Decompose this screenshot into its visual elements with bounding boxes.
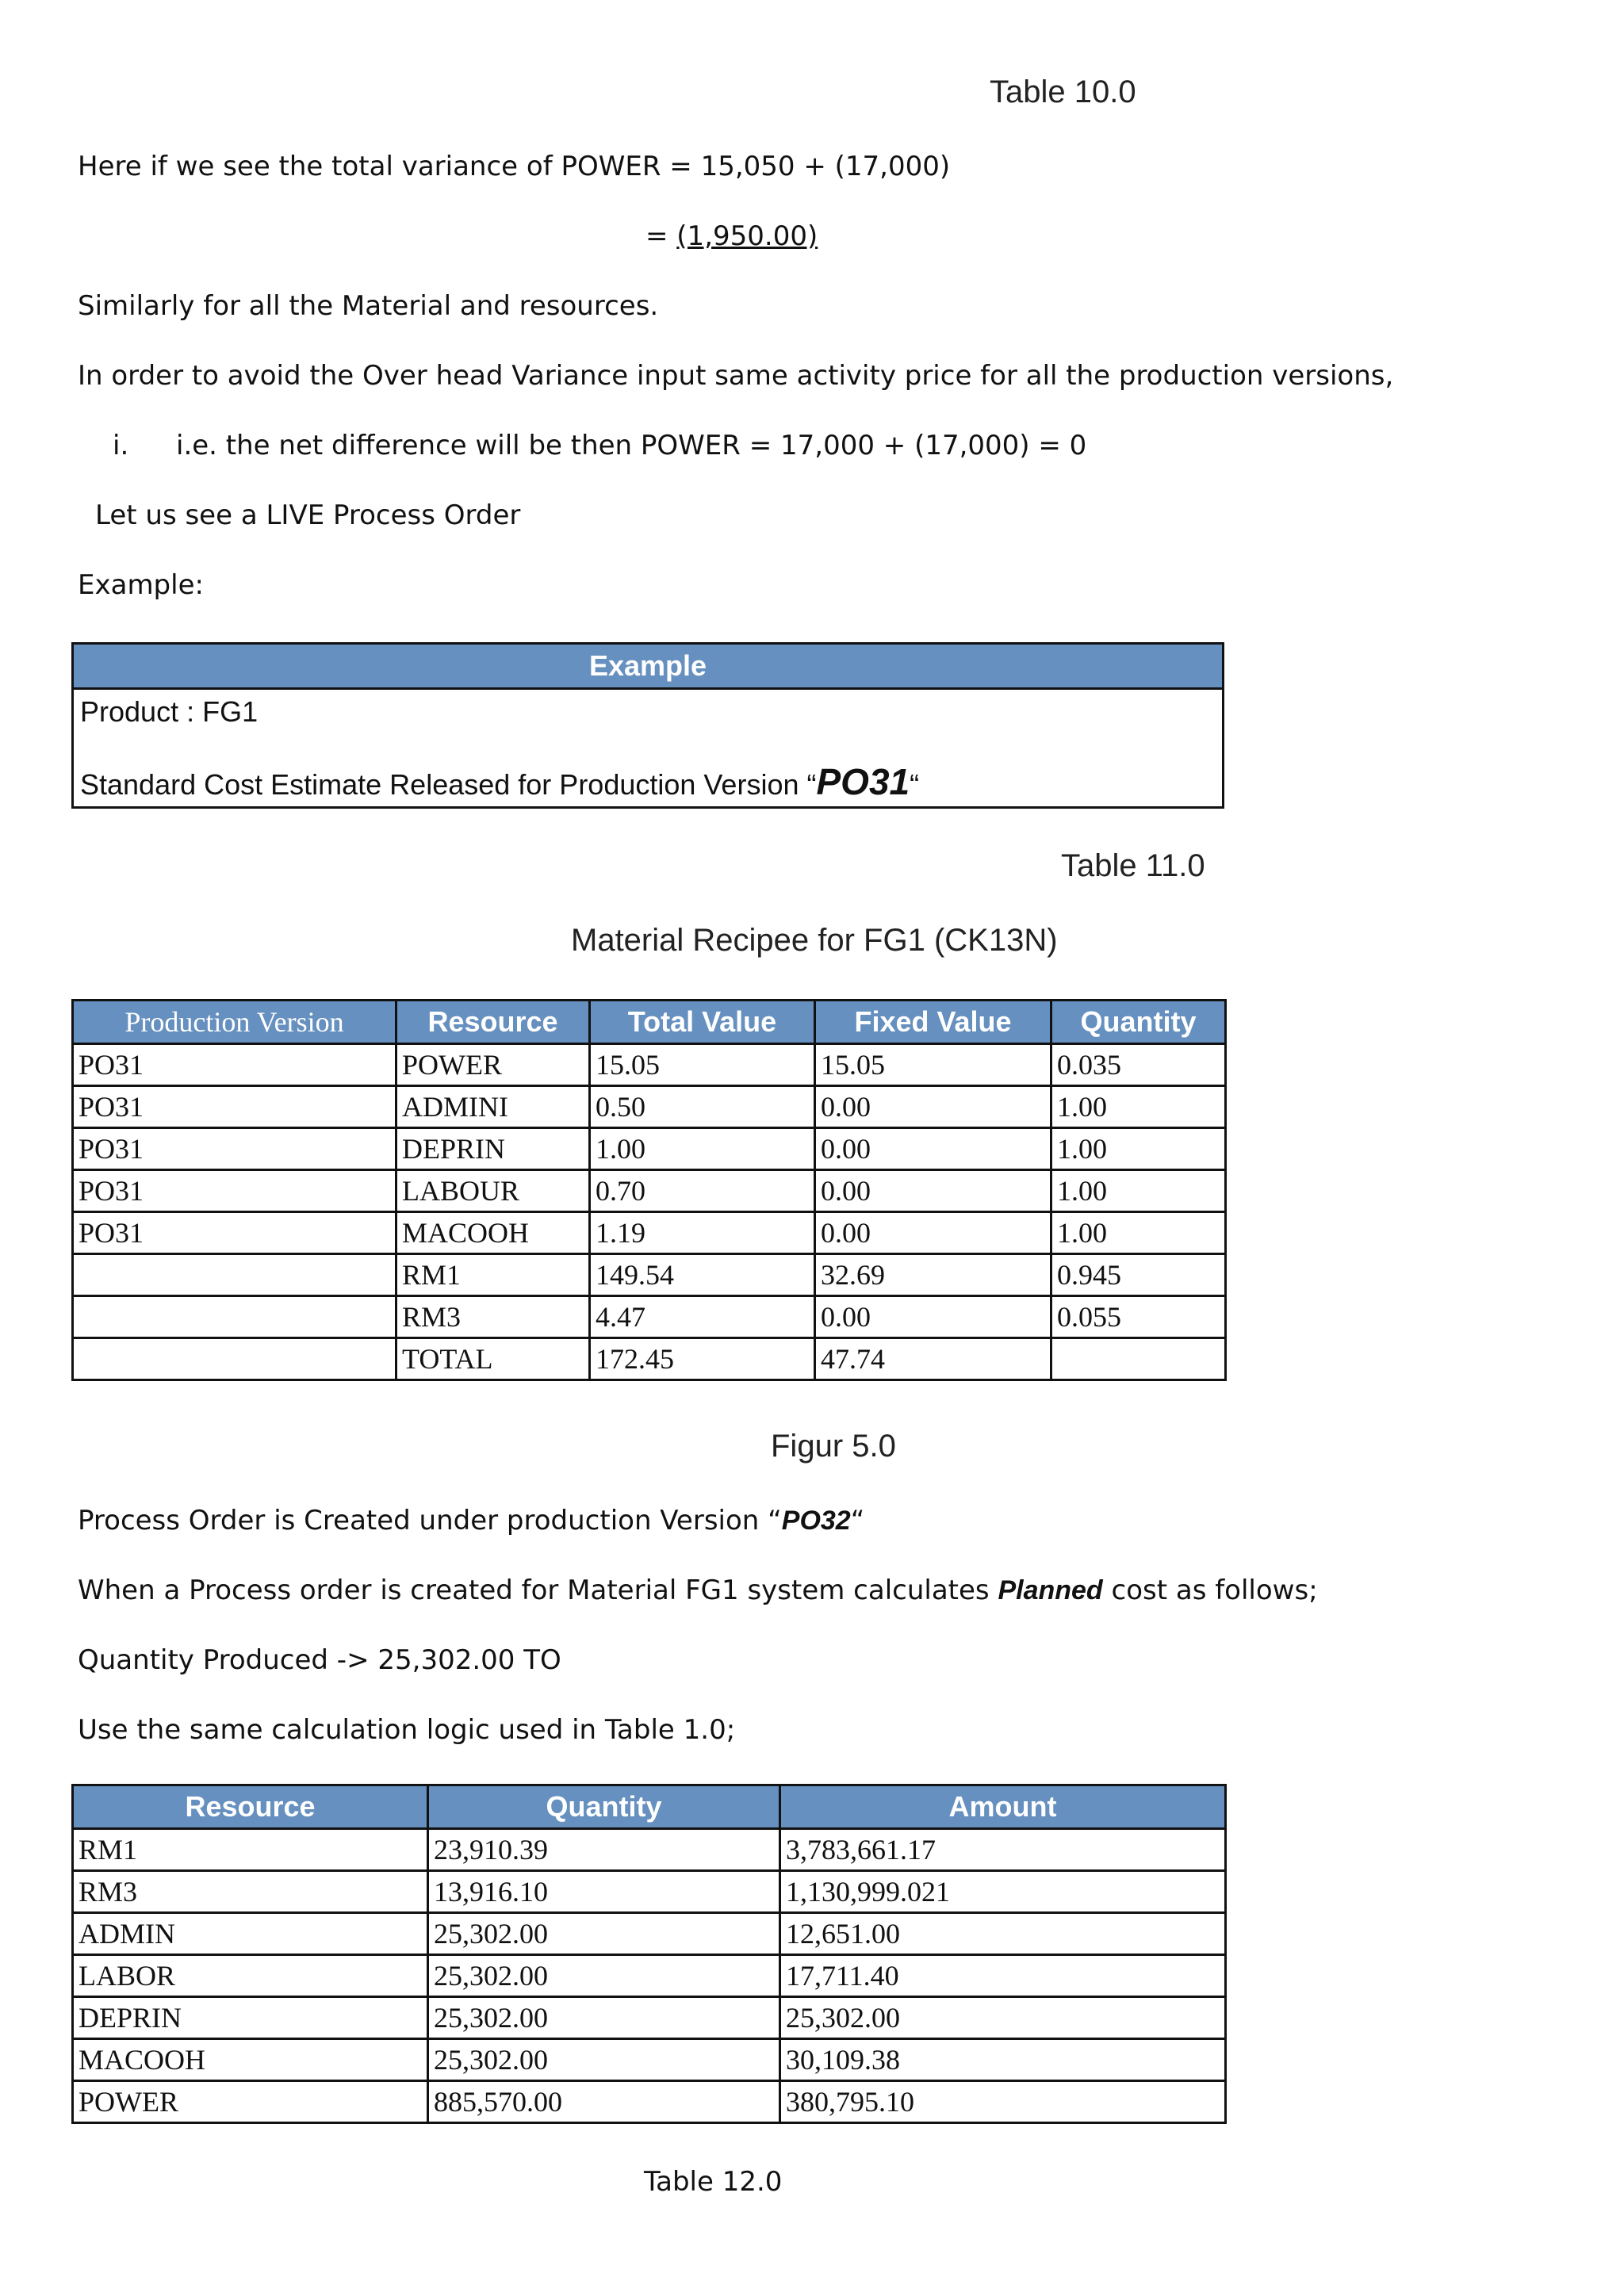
cell-resource: LABOUR [396,1170,590,1212]
cell-total-value: 0.50 [590,1086,815,1128]
example-product-line: Product : FG1 [80,695,259,728]
cell-total-value: 149.54 [590,1254,815,1296]
table-row [73,1955,1226,1997]
header-quantity: Quantity [428,1785,780,1829]
cell-fixed-value: 0.00 [815,1296,1051,1338]
cell-resource: ADMIN [73,1913,428,1955]
list-marker: i. [113,430,129,461]
cell-amount: 1,130,999.021 [780,1871,1226,1913]
cell-version: PO31 [73,1212,396,1254]
cell-resource: RM3 [396,1296,590,1338]
cell-quantity [1051,1338,1226,1380]
table-11-caption: Table 11.0 [1061,848,1205,883]
cell-version: PO31 [73,1170,396,1212]
example-box [71,642,1224,809]
paragraph-example-label: Example: [78,569,204,601]
cell-fixed-value: 0.00 [815,1128,1051,1170]
recipe-table [71,999,1227,1381]
table-row [73,1871,1226,1913]
header-amount: Amount [780,1785,1226,1829]
cell-amount: 380,795.10 [780,2081,1226,2123]
cell-version: PO31 [73,1086,396,1128]
cell-version [73,1254,396,1296]
planned-cost-table [71,1784,1227,2124]
cell-amount: 30,109.38 [780,2039,1226,2081]
header-resource: Resource [396,1001,590,1044]
cell-resource: POWER [73,2081,428,2123]
cell-quantity: 1.00 [1051,1086,1226,1128]
cell-resource: RM3 [73,1871,428,1913]
cell-resource: DEPRIN [73,1997,428,2039]
cell-quantity: 25,302.00 [428,1913,780,1955]
table-row [73,1338,1226,1380]
table-row [73,1997,1226,2039]
table-row [73,1044,1226,1086]
cell-quantity: 23,910.39 [428,1829,780,1871]
table-row [73,2039,1226,2081]
estimate-text: Standard Cost Estimate Released for Production Version “ [80,768,817,801]
header-resource: Resource [73,1785,428,1829]
cell-amount: 17,711.40 [780,1955,1226,1997]
paragraph-avoid-variance: In order to avoid the Over head Variance input same activity price for all the production versions, [78,360,1394,392]
paragraph-live-order: Let us see a LIVE Process Order [95,499,521,531]
po32-version: PO32 [781,1506,851,1536]
cell-quantity: 13,916.10 [428,1871,780,1913]
header-total-value: Total Value [590,1001,815,1044]
cell-total-value: 172.45 [590,1338,815,1380]
table-row [73,1254,1226,1296]
cell-quantity: 25,302.00 [428,1997,780,2039]
recipe-title: Material Recipee for FG1 (CK13N) [571,923,1058,958]
recipe-header-row [73,1001,1226,1044]
header-quantity: Quantity [1051,1001,1226,1044]
estimate-version: PO31 [816,761,910,802]
table-10-caption: Table 10.0 [990,75,1136,109]
cell-total-value: 1.19 [590,1212,815,1254]
cell-resource: RM1 [73,1829,428,1871]
cell-fixed-value: 0.00 [815,1170,1051,1212]
table-row [73,1829,1226,1871]
result-value: (1,950.00) [676,220,818,252]
cell-resource: POWER [396,1044,590,1086]
cell-fixed-value: 15.05 [815,1044,1051,1086]
cell-fixed-value: 47.74 [815,1338,1051,1380]
cell-quantity: 25,302.00 [428,1955,780,1997]
planned-word: Planned [998,1575,1103,1605]
paragraph-calculation-logic: Use the same calculation logic used in Table 1.0; [78,1714,736,1746]
table-row [73,1296,1226,1338]
cell-total-value: 4.47 [590,1296,815,1338]
cell-version: PO31 [73,1044,396,1086]
cell-quantity: 0.945 [1051,1254,1226,1296]
paragraph-similarly: Similarly for all the Material and resources. [78,290,659,322]
cell-quantity: 1.00 [1051,1170,1226,1212]
table-12-caption: Table 12.0 [644,2166,783,2198]
figure-5-caption: Figur 5.0 [771,1429,896,1464]
header-fixed-value: Fixed Value [815,1001,1051,1044]
cell-amount: 3,783,661.17 [780,1829,1226,1871]
estimate-close-quote: “ [910,768,920,801]
paragraph-power-variance: Here if we see the total variance of POWER = 15,050 + (17,000) [78,151,951,182]
planned-text-post: cost as follows; [1102,1575,1318,1606]
cell-resource: LABOR [73,1955,428,1997]
table-row [73,1212,1226,1254]
cell-quantity: 1.00 [1051,1128,1226,1170]
cell-amount: 12,651.00 [780,1913,1226,1955]
cell-quantity: 25,302.00 [428,2039,780,2081]
cell-total-value: 15.05 [590,1044,815,1086]
power-variance-result [645,220,818,252]
po32-close-quote: “ [850,1505,865,1536]
cell-quantity: 0.055 [1051,1296,1226,1338]
cell-version [73,1296,396,1338]
result-equals: = [645,220,677,252]
cell-fixed-value: 0.00 [815,1212,1051,1254]
cell-quantity: 885,570.00 [428,2081,780,2123]
cell-resource: TOTAL [396,1338,590,1380]
cell-resource: MACOOH [73,2039,428,2081]
planned-text-pre: When a Process order is created for Material FG1 system calculates [78,1575,998,1606]
cell-version: PO31 [73,1128,396,1170]
table-row [73,1170,1226,1212]
paragraph-quantity-produced: Quantity Produced -> 25,302.00 TO [78,1644,561,1676]
planned-header-row [73,1785,1226,1829]
cell-amount: 25,302.00 [780,1997,1226,2039]
cell-resource: RM1 [396,1254,590,1296]
cell-fixed-value: 32.69 [815,1254,1051,1296]
po32-text: Process Order is Created under production Version “ [78,1505,782,1536]
table-row [73,1913,1226,1955]
table-row [73,1128,1226,1170]
cell-fixed-value: 0.00 [815,1086,1051,1128]
cell-total-value: 1.00 [590,1128,815,1170]
cell-version [73,1338,396,1380]
example-header: Example [74,645,1222,690]
example-estimate-line [80,760,919,803]
cell-quantity: 0.035 [1051,1044,1226,1086]
cell-resource: ADMINI [396,1086,590,1128]
paragraph-net-difference: i.e. the net difference will be then POWER = 17,000 + (17,000) = 0 [176,430,1087,461]
cell-resource: DEPRIN [396,1128,590,1170]
table-row [73,1086,1226,1128]
paragraph-planned-cost [78,1575,1318,1606]
cell-quantity: 1.00 [1051,1212,1226,1254]
header-production-version: Production Version [73,1001,396,1044]
table-row [73,2081,1226,2123]
cell-resource: MACOOH [396,1212,590,1254]
cell-total-value: 0.70 [590,1170,815,1212]
paragraph-process-order-created [78,1505,864,1536]
